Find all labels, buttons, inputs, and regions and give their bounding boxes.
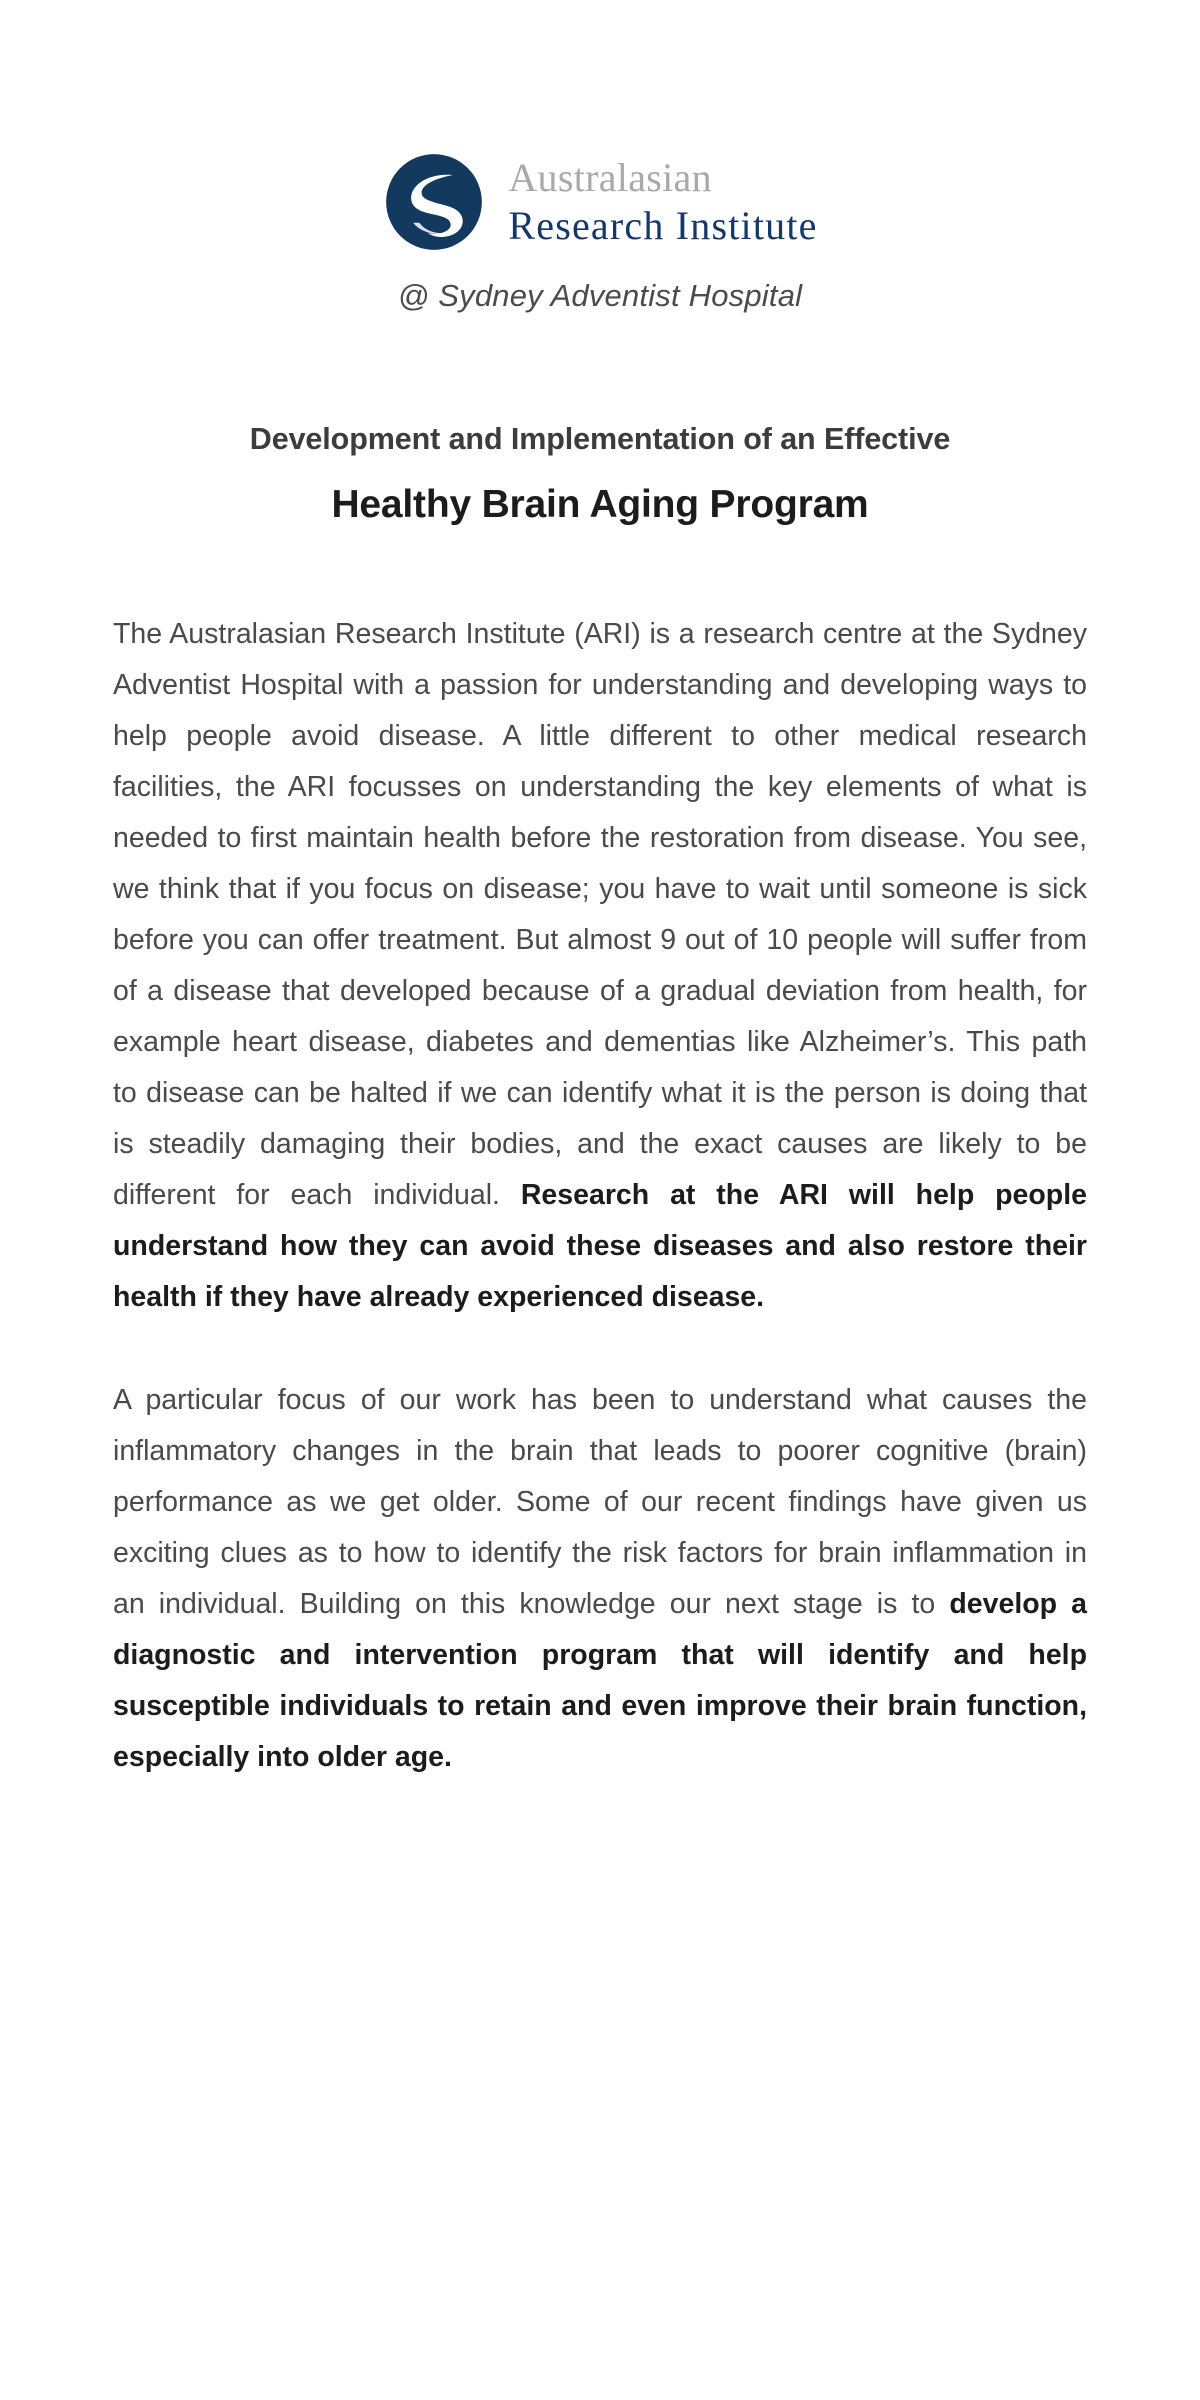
organisation-logo — [382, 150, 817, 254]
page-title: Healthy Brain Aging Program — [331, 483, 869, 526]
document-titles — [0, 422, 1200, 527]
paragraph-1-emphasis: Research at the ARI will help people understand how they can avoid these diseases and also restore their health if they have already experienced disease. — [113, 1179, 1087, 1313]
subtitle: Development and Implementation of an Effective — [249, 422, 951, 456]
paragraph-2-emphasis: develop a diagnostic and intervention program that will identify and help susceptible individuals to retain and even improve their brain function, especially into older age. — [113, 1588, 1088, 1773]
organisation-name — [508, 155, 818, 248]
affiliation-text: @ Sydney Adventist Hospital — [397, 278, 803, 313]
paragraph-2 — [113, 1375, 1087, 1783]
organisation-name-line2: Research Institute — [508, 203, 818, 248]
paragraph-1-text: The Australasian Research Institute (ARI) is a research centre at the Sydney Adventist Hospital with a passion for understanding and developing ways to help people avoid disease. A little different to other medical research facilities, the ARI focusses on understanding the key elements of what is needed to first maintain health before the restoration from disease. You see, we think that if you focus on disease; you have to wait until someone is sick before you can offer treatment. But almost 9 out of 10 people will suffer from of a disease that developed because of a gradual deviation from health, for example heart disease, diabetes and dementias like Alzheimer’s. This path to disease can be halted if we can identify what it is the person is doing that is steadily damaging their bodies, and the exact causes are likely to be different for each individual. — [113, 618, 1087, 1211]
document-body — [0, 609, 1200, 1783]
organisation-name-line1: Australasian — [508, 155, 712, 200]
ari-swirl-logo-icon — [382, 150, 486, 254]
paragraph-2-text: A particular focus of our work has been to understand what causes the inflammatory changes in the brain that leads to poorer cognitive (brain) performance as we get older. Some of our recent findings have given us exciting clues as to how to identify the risk factors for brain inflammation in an individual. Building on this knowledge our next stage is to — [113, 1384, 1087, 1620]
document-header — [0, 0, 1200, 314]
paragraph-1 — [113, 609, 1087, 1323]
